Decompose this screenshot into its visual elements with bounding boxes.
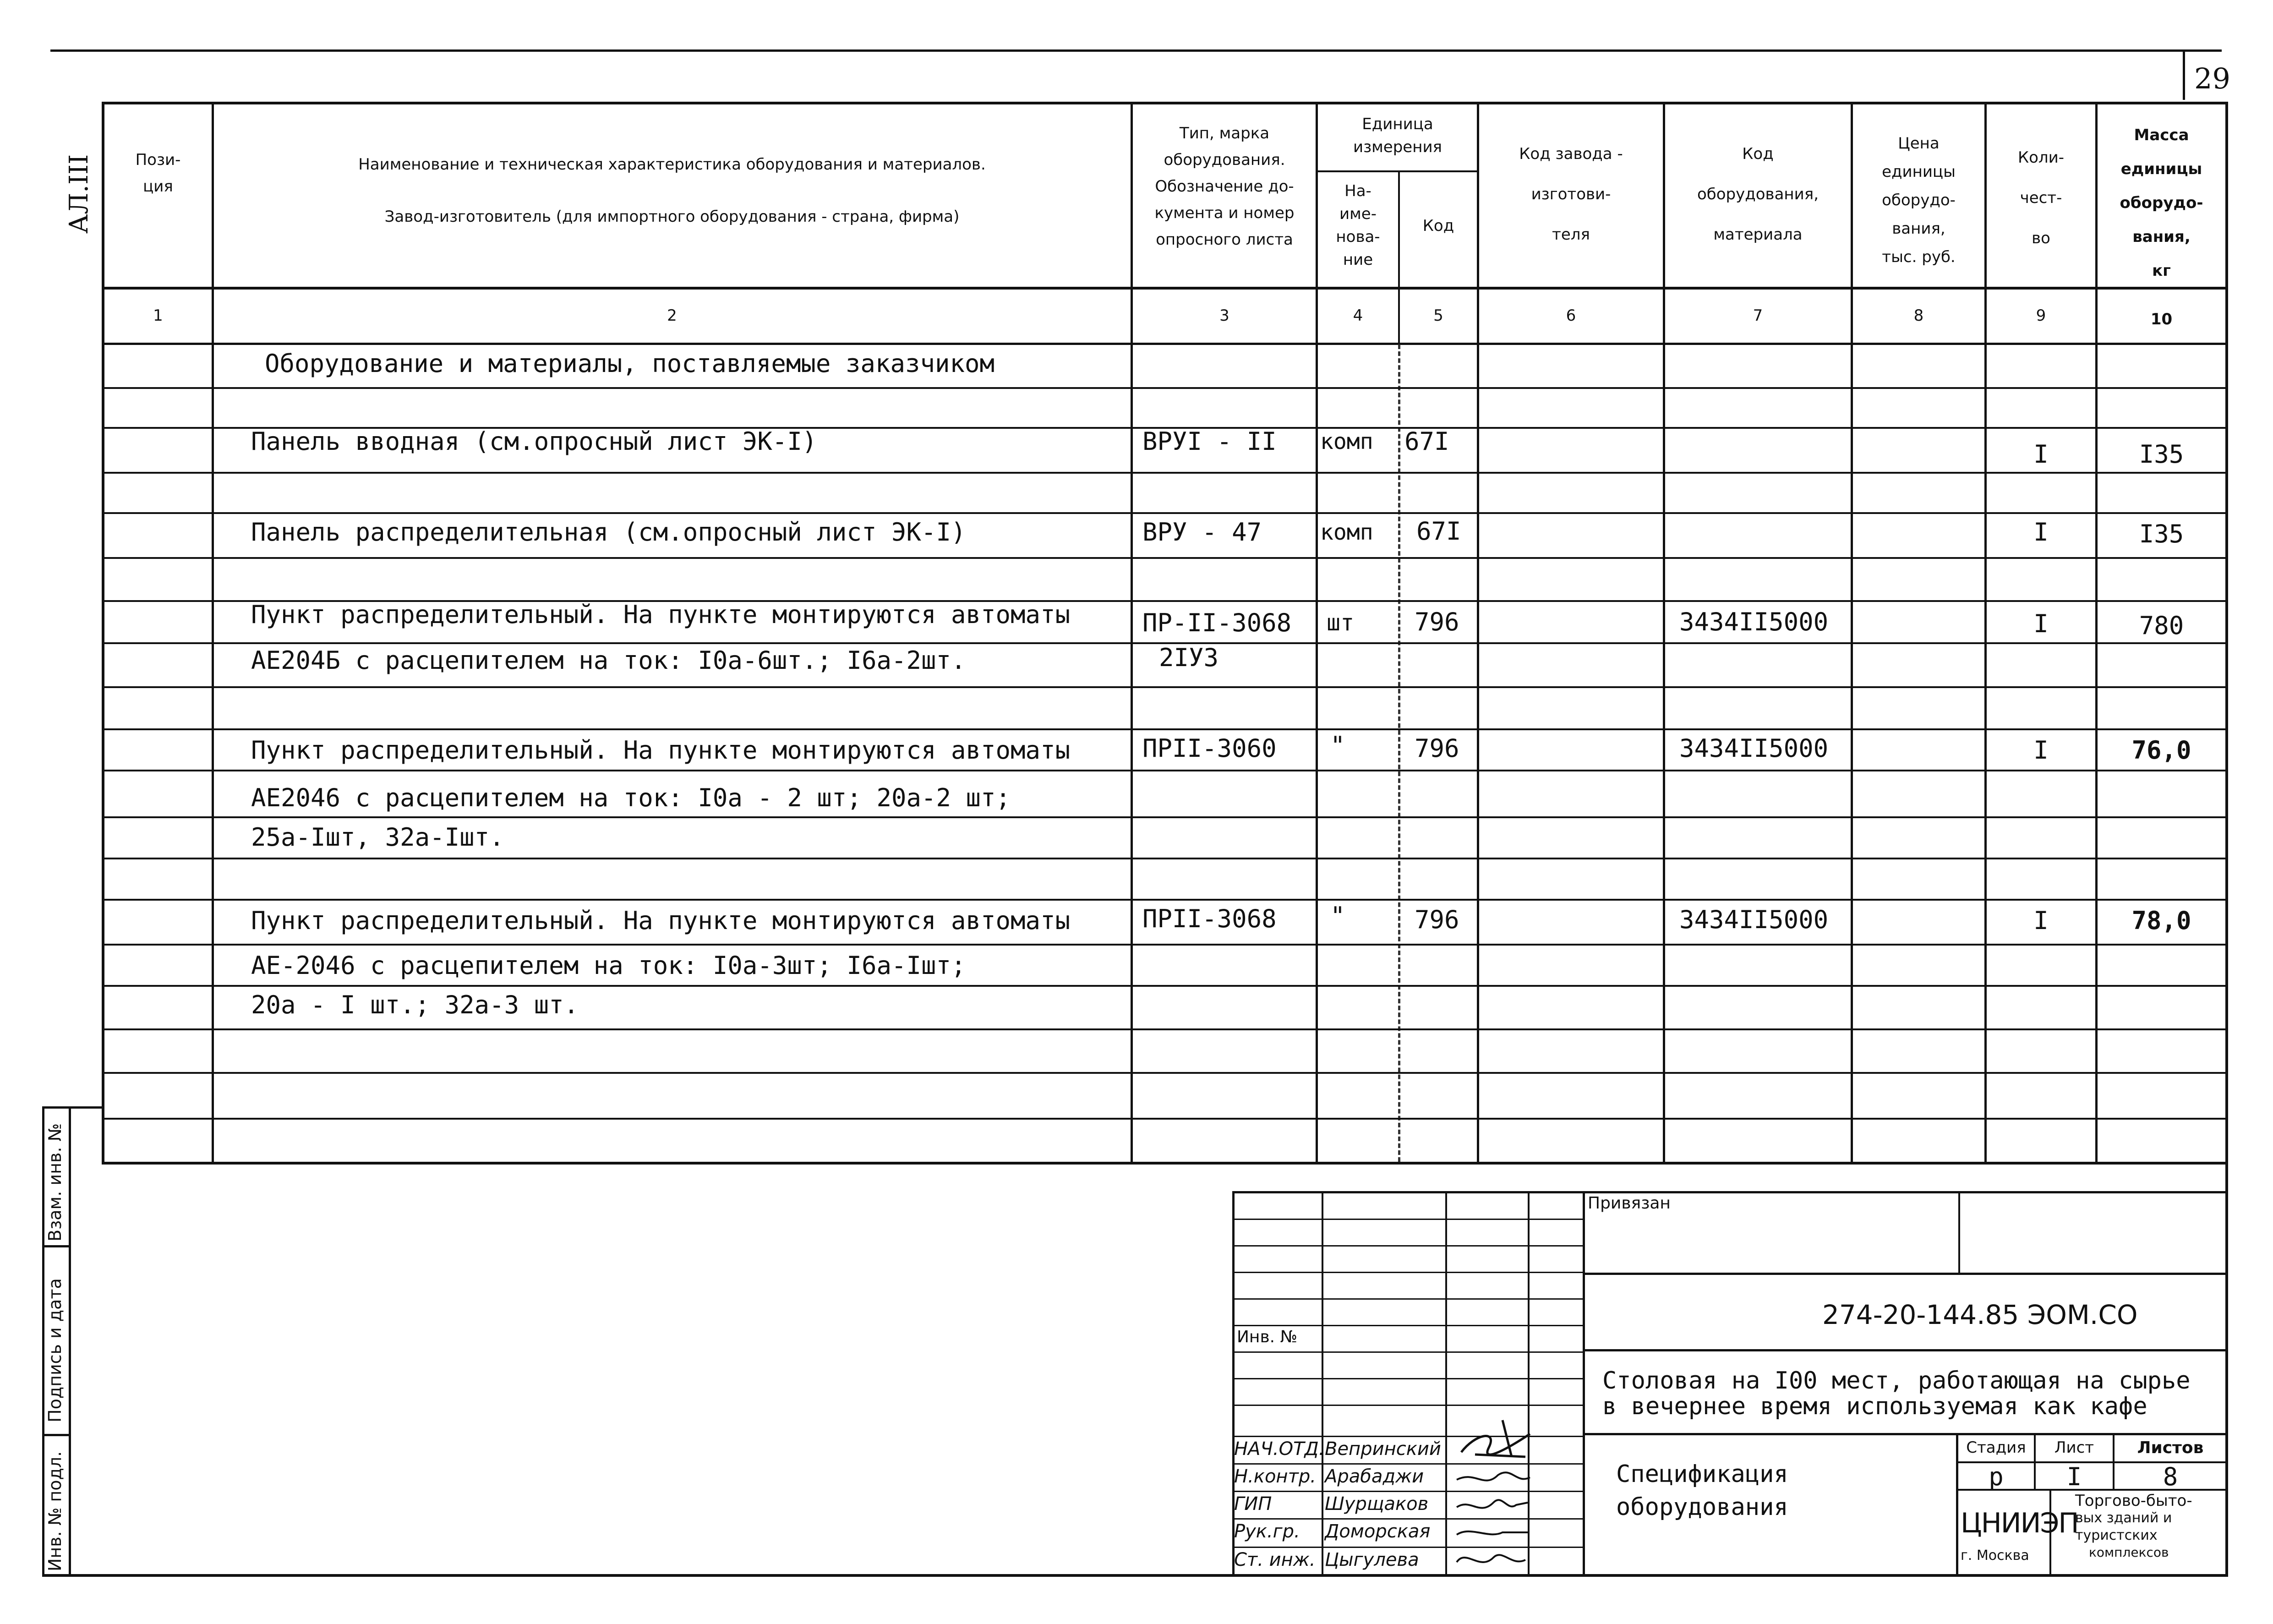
side-strip-div [42, 1434, 71, 1436]
tb-row [1232, 1351, 1583, 1353]
tb-sheets-label: Листов [2137, 1438, 2204, 1457]
side-strip-top [42, 1106, 102, 1109]
frame-right-lower [2225, 1162, 2228, 1577]
tb-top [1232, 1191, 2226, 1193]
col-num: 3 [1219, 306, 1229, 325]
header-unit-name: На- име- нова- ние [1336, 182, 1380, 269]
row-name: Пункт распределительный. На пункте монтируются автоматы [251, 906, 1071, 935]
row-unit-code: 67I [1416, 517, 1461, 546]
row-name: Пункт распределительный. На пункте монтируются автоматы [251, 736, 1071, 765]
row-mass: 780 [2139, 611, 2184, 640]
row-mass: I35 [2139, 519, 2184, 548]
tb-stage: р [1989, 1462, 2004, 1491]
org-city: г. Москва [1961, 1547, 2029, 1564]
doc-code: 274-20-144.85 ЭОМ.СО [1822, 1299, 2138, 1330]
row-mass: I35 [2139, 440, 2184, 469]
header-unit: Единица измерения [1353, 115, 1442, 156]
row-line [104, 472, 2226, 474]
side-strip-right [69, 1106, 71, 1576]
row-line [104, 985, 2226, 987]
tb-right-row [1583, 1273, 2226, 1275]
staff-role: Ст. инж. [1234, 1549, 1316, 1570]
signatures-image [1448, 1402, 1585, 1576]
row-equipment-code: 3434II5000 [1679, 607, 1829, 636]
col-line-1 [212, 102, 214, 1163]
side-label-sign-date: Подпись и дата [45, 1278, 65, 1422]
org-desc-2: вых зданий и [2075, 1510, 2172, 1526]
side-label-inv-podl: Инв. № подл. [45, 1451, 65, 1571]
tb-sheet-label: Лист [2054, 1438, 2094, 1457]
row-name: АЕ-2046 с расцепителем на ток: I0а-3шт; I6а-Iшт; [251, 951, 966, 980]
row-mass: 76,0 [2131, 736, 2191, 765]
row-line [104, 728, 2226, 730]
album-mark: АЛ.III [64, 154, 94, 234]
col-num: 10 [2150, 310, 2173, 328]
col-line-2 [1131, 102, 1133, 1163]
row-name: АЕ204Б с расцепителем на ток: I0а-6шт.; I6а-2шт. [251, 646, 966, 675]
frame-bottom [42, 1574, 2226, 1577]
header-equipment-code: Код оборудования, материала [1697, 145, 1819, 244]
header-position: Пози- ция [135, 151, 181, 196]
header-name-line2: Завод-изготовитель (для импортного оборудования - страна, фирма) [384, 208, 960, 226]
unit-subheader-line [1316, 170, 1477, 172]
row-line [104, 1072, 2226, 1074]
row-type: 2IУ3 [1159, 643, 1219, 672]
row-name: Пункт распределительный. На пункте монтируются автоматы [251, 600, 1071, 629]
col-num: 2 [667, 306, 677, 325]
table-right-border [2225, 102, 2228, 1165]
row-type: ПРII-3060 [1142, 734, 1277, 763]
row-qty: I [2033, 518, 2049, 547]
staff-role: Н.контр. [1234, 1466, 1316, 1487]
header-bottom-border [102, 287, 2227, 290]
row-unit-code: 796 [1415, 607, 1459, 636]
col-num: 4 [1353, 306, 1363, 325]
row-qty: I [2033, 906, 2049, 935]
tb-row [1232, 1272, 1583, 1273]
staff-name: Цыгулева [1325, 1549, 1419, 1570]
staff-name: Вепринский [1325, 1438, 1441, 1460]
row-unit-code: 67I [1404, 427, 1449, 456]
org-desc-3: туристских [2075, 1527, 2158, 1543]
staff-role: НАЧ.ОТД. [1234, 1438, 1325, 1460]
row-qty: I [2033, 440, 2049, 469]
tb-row [1232, 1219, 1583, 1220]
section-title: Оборудование и материалы, поставляемые заказчиком [265, 349, 995, 378]
tb-row [1232, 1298, 1583, 1300]
side-strip-left [42, 1106, 44, 1576]
header-plant-code: Код завода - изготови- теля [1519, 145, 1623, 244]
row-unit: " [1330, 902, 1345, 930]
tb-right-row [1583, 1349, 2226, 1351]
row-unit: комп [1320, 429, 1373, 454]
row-qty: I [2033, 736, 2049, 765]
row-name: Панель вводная (см.опросный лист ЭК-I) [251, 427, 817, 456]
row-line [104, 816, 2226, 818]
tb-privyazan-div [1958, 1191, 1960, 1273]
row-line [104, 944, 2226, 946]
row-type: ВРУ - 47 [1142, 518, 1262, 547]
sheet-title-1: Спецификация [1616, 1460, 1788, 1488]
org-desc-4: комплексов [2089, 1545, 2169, 1560]
header-price: Цена единицы оборудо- вания, тыс. руб. [1882, 134, 1956, 266]
row-line [104, 512, 2226, 514]
project-title-1: Столовая на I00 мест, работающая на сырье [1602, 1367, 2191, 1394]
col-num: 1 [153, 306, 163, 325]
sheet-number-frame [2183, 49, 2185, 100]
row-type: ПРII-3068 [1142, 904, 1277, 933]
col-line-5 [1477, 102, 1479, 1163]
row-line [104, 387, 2226, 389]
col-num: 5 [1433, 306, 1443, 325]
colnum-bottom-border [102, 343, 2227, 345]
table-left-border [102, 102, 104, 1165]
row-qty: I [2033, 609, 2049, 638]
row-type: ВРУI - II [1142, 427, 1277, 456]
tb-row [1232, 1378, 1583, 1379]
row-name: АЕ2046 с расцепителем на ток: I0а - 2 шт; 20а-2 шт; [251, 783, 1011, 812]
header-mass: Масса единицы оборудо- вания, кг [2120, 126, 2203, 280]
row-equipment-code: 3434II5000 [1679, 734, 1829, 763]
project-title-2: в вечернее время используемая как кафе [1602, 1393, 2147, 1420]
table-bottom-border [102, 1162, 2227, 1165]
tb-inv-no: Инв. № [1237, 1328, 1298, 1346]
row-line [104, 1118, 2226, 1120]
row-unit: " [1330, 731, 1345, 760]
row-unit: шт [1327, 609, 1355, 636]
staff-name: Шурщаков [1325, 1493, 1429, 1515]
tb-sheets: 8 [2163, 1462, 2178, 1491]
col-line-4-dashed [1398, 344, 1400, 1162]
staff-role: ГИП [1234, 1493, 1272, 1515]
tb-row [1232, 1245, 1583, 1247]
header-quantity: Коли- чест- во [2017, 148, 2065, 247]
row-line [104, 1028, 2226, 1030]
sheet-number: 29 [2194, 62, 2230, 95]
row-name: 20а - I шт.; 32а-3 шт. [251, 990, 579, 1019]
tb-privyazan: Привязан [1588, 1194, 1671, 1213]
staff-name: Доморская [1325, 1521, 1431, 1542]
org-short: ЦНИИЭП [1961, 1507, 2078, 1539]
row-line [104, 557, 2226, 559]
staff-name: Арабаджи [1325, 1466, 1424, 1487]
top-rule [50, 49, 2222, 52]
row-mass: 78,0 [2131, 906, 2191, 935]
row-name: 25а-Iшт, 32а-Iшт. [251, 823, 504, 852]
row-unit-code: 796 [1415, 734, 1459, 763]
side-label-inv-zam: Взам. инв. № [45, 1123, 65, 1241]
table-top-border [102, 102, 2227, 104]
col-num: 6 [1566, 306, 1576, 325]
sheet-title-2: оборудования [1616, 1493, 1788, 1521]
row-equipment-code: 3434II5000 [1679, 905, 1829, 934]
header-name-line1: Наименование и техническая характеристика оборудования и материалов. [358, 155, 986, 174]
staff-role: Рук.гр. [1234, 1521, 1300, 1542]
col-num: 8 [1913, 306, 1924, 325]
tb-row [1232, 1325, 1583, 1326]
tb-stage-label: Стадия [1966, 1438, 2026, 1457]
header-type: Тип, марка оборудования. Обозначение до- кумента и номер опросного листа [1154, 124, 1295, 249]
tb-right-row [1583, 1433, 2226, 1435]
row-name: Панель распределительная (см.опросный лист ЭК-I) [251, 518, 966, 547]
col-num: 9 [2036, 306, 2046, 325]
side-strip-div [42, 1245, 71, 1247]
org-desc-1: Торгово-быто- [2075, 1492, 2192, 1510]
col-num: 7 [1753, 306, 1763, 325]
row-line [104, 858, 2226, 859]
row-unit-code: 796 [1415, 905, 1459, 934]
tb-sheet: I [2066, 1462, 2082, 1491]
header-unit-code: Код [1422, 217, 1454, 235]
row-type: ПР-II-3068 [1142, 608, 1292, 637]
row-line [104, 686, 2226, 688]
row-unit: комп [1320, 519, 1373, 545]
row-line [104, 899, 2226, 901]
row-line [104, 770, 2226, 771]
col-line-6 [1663, 102, 1665, 1163]
